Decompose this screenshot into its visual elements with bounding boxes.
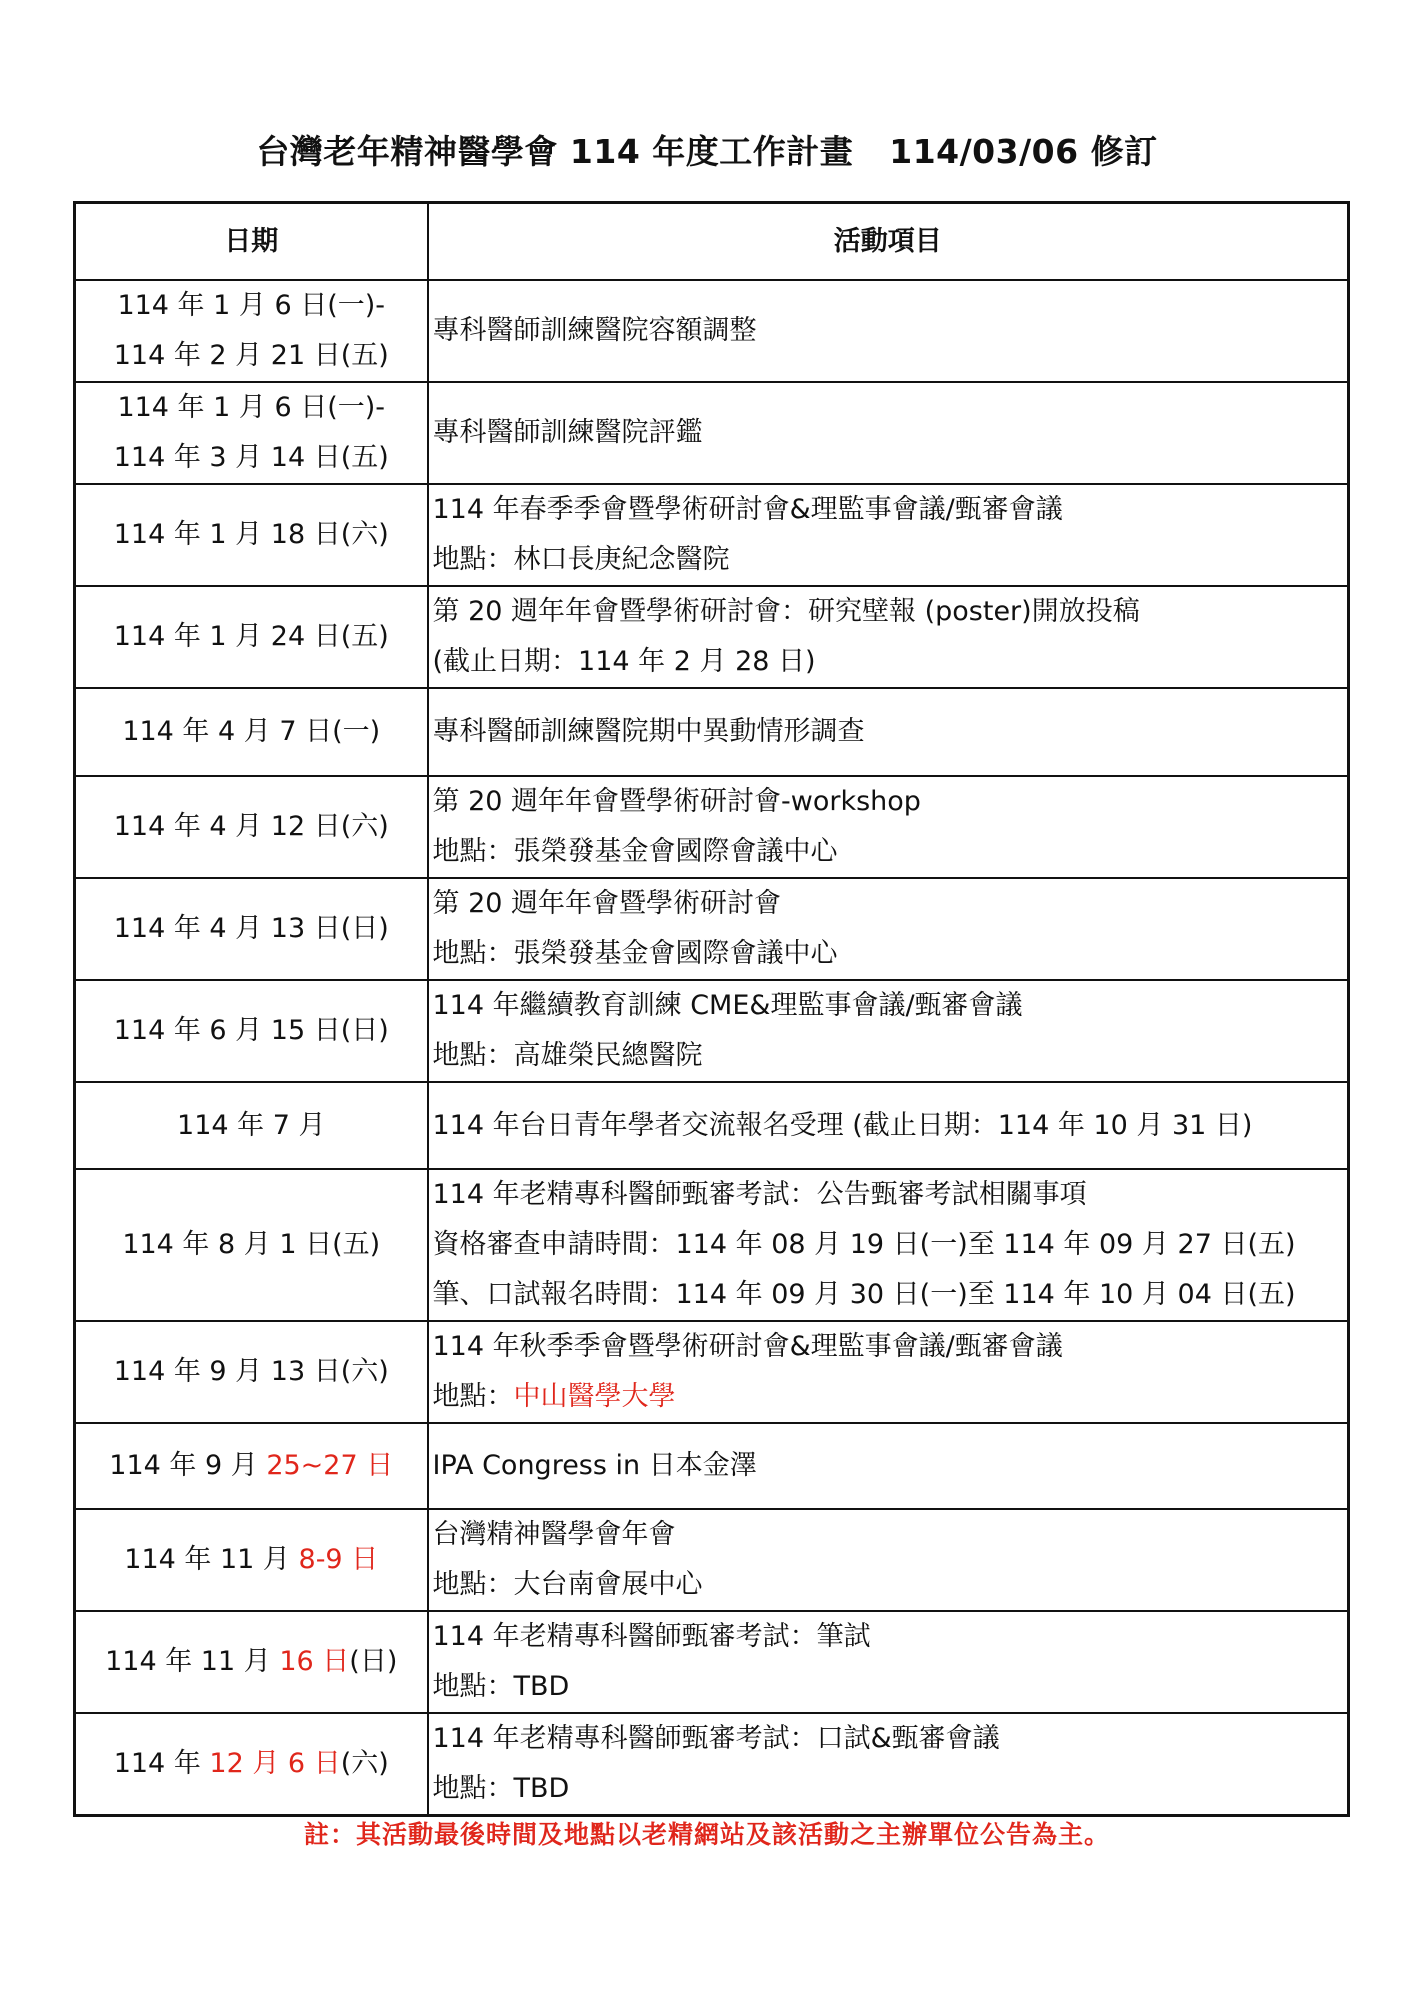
activity-line: 專科醫師訓練醫院容額調整 (432, 315, 757, 346)
table-row (75, 980, 1349, 1082)
table-row (75, 776, 1349, 878)
table-row (75, 484, 1349, 586)
date-highlight: 16 日 (279, 1646, 350, 1677)
activity-location-line: 地點：TBD (432, 1671, 570, 1702)
activity-location-line: 地點：TBD (432, 1773, 570, 1804)
activity-cell (428, 1321, 1349, 1423)
activity-cell (428, 1611, 1349, 1713)
date-line: 114 年 4 月 13 日(日) (113, 913, 389, 944)
activity-cell (428, 382, 1349, 484)
footnote: 註：其活動最後時間及地點以老精網站及該活動之主辦單位公告為主。 (303, 1820, 1110, 1849)
date-highlight: 25~27 日 (266, 1450, 394, 1481)
date-cell (75, 1423, 428, 1509)
table-row (75, 1611, 1349, 1713)
date-line: 114 年 9 月 13 日(六) (113, 1356, 389, 1387)
activity-cell (428, 586, 1349, 688)
date-suffix: (日) (349, 1646, 398, 1677)
work-plan-table (73, 201, 1350, 1817)
activity-location-line (433, 1372, 1348, 1422)
activity-location-line: 地點：張榮發基金會國際會議中心 (432, 938, 838, 969)
date-line: 114 年 8 月 1 日(五) (122, 1229, 381, 1260)
date-line: 114 年 2 月 21 日(五) (113, 340, 389, 371)
table-row (75, 382, 1349, 484)
date-cell (75, 980, 428, 1082)
date-prefix: 114 年 11 月 (124, 1544, 299, 1575)
activity-cell (428, 688, 1349, 776)
activity-location-line: 地點：大台南會展中心 (432, 1569, 703, 1600)
date-line: 114 年 1 月 18 日(六) (113, 519, 389, 550)
date-prefix: 114 年 9 月 (109, 1450, 267, 1481)
table-row (75, 1713, 1349, 1816)
location-value-highlight: 中山醫學大學 (513, 1381, 676, 1412)
activity-cell (428, 1509, 1349, 1611)
table-row (75, 1423, 1349, 1509)
date-line (76, 1535, 427, 1585)
activity-cell (428, 980, 1349, 1082)
table-row (75, 1169, 1349, 1321)
table-row (75, 280, 1349, 382)
date-cell (75, 280, 428, 382)
activity-location-line: 地點：張榮發基金會國際會議中心 (432, 836, 838, 867)
date-line (76, 1637, 427, 1687)
activity-location-line: 地點：高雄榮民總醫院 (432, 1040, 703, 1071)
date-line (76, 1739, 427, 1789)
date-line: 114 年 7 月 (177, 1109, 326, 1141)
date-line: 114 年 1 月 6 日(一)- (117, 290, 386, 321)
date-line: 114 年 6 月 15 日(日) (113, 1015, 389, 1046)
date-cell (75, 382, 428, 484)
date-cell (75, 586, 428, 688)
table-row (75, 1509, 1349, 1611)
table-row (75, 1321, 1349, 1423)
date-line: 114 年 3 月 14 日(五) (113, 442, 389, 473)
activity-line: 筆、口試報名時間：114 年 09 月 30 日(一)至 114 年 10 月 04 日(五) (432, 1279, 1296, 1310)
activity-cell (428, 878, 1349, 980)
activity-cell (428, 1169, 1349, 1321)
table-row (75, 688, 1349, 776)
date-highlight: 12 月 6 日 (209, 1748, 341, 1779)
activity-line: 第 20 週年年會暨學術研討會 (432, 888, 782, 919)
date-line: 114 年 4 月 7 日(一) (122, 716, 381, 747)
activity-cell (428, 484, 1349, 586)
activity-line: 專科醫師訓練醫院期中異動情形調查 (432, 716, 865, 747)
activity-line: 資格審查申請時間：114 年 08 月 19 日(一)至 114 年 09 月 27 日(五) (432, 1229, 1296, 1260)
date-cell (75, 776, 428, 878)
activity-line: 114 年春季季會暨學術研討會&理監事會議/甄審會議 (432, 494, 1063, 525)
activity-location-line: 地點：林口長庚紀念醫院 (432, 544, 730, 575)
date-cell (75, 1611, 428, 1713)
date-cell (75, 1713, 428, 1816)
date-line (76, 1441, 427, 1491)
activity-line: 第 20 週年年會暨學術研討會-workshop (432, 786, 921, 817)
activity-cell (428, 1713, 1349, 1816)
date-highlight: 8-9 日 (298, 1544, 379, 1575)
table-row (75, 878, 1349, 980)
location-label: 地點： (432, 1381, 514, 1412)
table-row (75, 586, 1349, 688)
table-row (75, 1082, 1349, 1169)
column-header-activity: 活動項目 (428, 203, 1349, 281)
activity-line: (截止日期：114 年 2 月 28 日) (432, 646, 816, 677)
activity-cell (428, 776, 1349, 878)
activity-cell (428, 280, 1349, 382)
date-line: 114 年 1 月 24 日(五) (113, 621, 389, 652)
activity-line: 第 20 週年年會暨學術研討會：研究壁報 (poster)開放投稿 (432, 596, 1140, 627)
activity-line: 專科醫師訓練醫院評鑑 (432, 417, 703, 448)
date-cell (75, 688, 428, 776)
date-line: 114 年 1 月 6 日(一)- (117, 392, 386, 423)
activity-cell (428, 1082, 1349, 1169)
table-header-row (75, 203, 1349, 281)
activity-cell (428, 1423, 1349, 1509)
activity-line: 114 年老精專科醫師甄審考試：口試&甄審會議 (432, 1723, 1000, 1754)
page-title: 台灣老年精神醫學會 114 年度工作計畫 114/03/06 修訂 (256, 132, 1158, 171)
date-cell (75, 878, 428, 980)
activity-line: 114 年繼續教育訓練 CME&理監事會議/甄審會議 (432, 990, 1023, 1021)
activity-line: 114 年老精專科醫師甄審考試：筆試 (432, 1621, 871, 1652)
date-prefix: 114 年 11 月 (105, 1646, 280, 1677)
date-cell (75, 1509, 428, 1611)
activity-line: IPA Congress in 日本金澤 (432, 1450, 757, 1481)
date-cell (75, 484, 428, 586)
activity-line: 台灣精神醫學會年會 (432, 1519, 676, 1550)
column-header-date: 日期 (75, 203, 428, 281)
activity-line: 114 年台日青年學者交流報名受理 (截止日期：114 年 10 月 31 日) (432, 1109, 1253, 1141)
date-line: 114 年 4 月 12 日(六) (113, 811, 389, 842)
date-cell (75, 1321, 428, 1423)
date-cell (75, 1169, 428, 1321)
activity-line: 114 年老精專科醫師甄審考試：公告甄審考試相關事項 (432, 1179, 1087, 1210)
date-suffix: (六) (340, 1748, 389, 1779)
date-cell (75, 1082, 428, 1169)
activity-line: 114 年秋季季會暨學術研討會&理監事會議/甄審會議 (432, 1331, 1063, 1362)
date-prefix: 114 年 (113, 1748, 210, 1779)
